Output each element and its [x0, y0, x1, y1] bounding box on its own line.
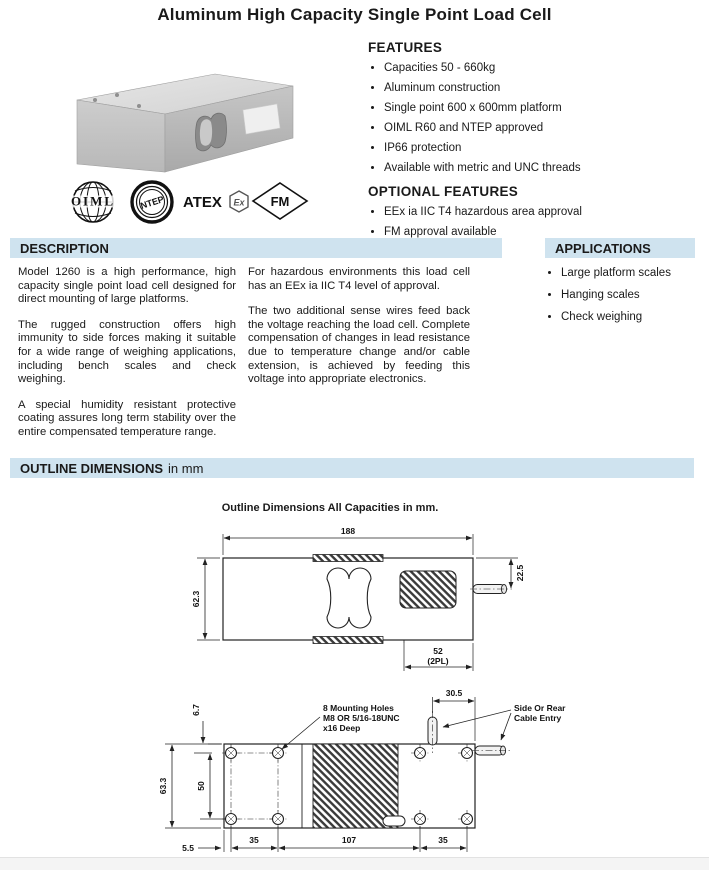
fm-text: FM	[270, 194, 290, 209]
page-bottom-edge	[0, 857, 709, 870]
dim-bottom-row	[182, 826, 467, 853]
svg-text:35: 35	[249, 835, 259, 845]
applications-heading: APPLICATIONS	[555, 240, 651, 256]
atex-ex-text: Ex	[233, 197, 245, 208]
dim-cable-offset	[476, 558, 525, 588]
page-title: Aluminum High Capacity Single Point Load Cell	[157, 5, 552, 24]
description-section-header	[10, 238, 502, 258]
svg-text:62.3: 62.3	[191, 590, 201, 608]
svg-text:5.5: 5.5	[182, 843, 194, 853]
list-item: • Capacities 50 - 660kg	[384, 58, 703, 78]
nameplate-hatch	[400, 571, 456, 608]
features-heading: FEATURES	[368, 40, 443, 55]
list-item: • Available with metric and UNC threads	[384, 158, 703, 178]
top-seal-hatch	[313, 555, 383, 562]
svg-text:107: 107	[341, 835, 357, 845]
binocular-cutout-outline	[327, 568, 371, 628]
svg-text:50: 50	[196, 781, 206, 791]
loadcell-body	[77, 74, 293, 172]
outline-dimension-drawing	[150, 521, 580, 863]
outline-dimensions-section-header	[10, 458, 694, 478]
list-item: • FM approval available	[384, 222, 703, 242]
svg-text:52: 52	[433, 646, 443, 656]
dim-body-width	[158, 744, 221, 828]
svg-text:6.7: 6.7	[191, 704, 201, 716]
svg-text:Side Or Rear: Side Or Rear	[514, 703, 566, 713]
binocular-cutout	[196, 113, 227, 151]
svg-text:35: 35	[438, 835, 448, 845]
optional-features-list	[368, 202, 703, 242]
svg-text:188: 188	[340, 526, 356, 536]
side-view	[191, 526, 525, 671]
list-item: • IP66 protection	[384, 138, 703, 158]
ntep-text: NTEP	[139, 194, 166, 211]
svg-text:8 Mounting Holes: 8 Mounting Holes	[323, 703, 394, 713]
paragraph: For hazardous environments this load cell has an EEx ia IIC T4 level of approval.	[248, 266, 470, 292]
oiml-logo-icon	[68, 178, 118, 226]
atex-logo-icon	[183, 178, 253, 226]
paragraph: The two additional sense wires feed back the voltage reaching the load cell. Complete compensation of changes in lead resistance due to temperature change and/or cable extension, is achieved by feeding this voltage into appropriate electronics.	[248, 305, 470, 386]
atex-text: ATEX	[183, 194, 222, 211]
dim-hole-row-spacing	[196, 754, 226, 819]
mounting-holes-label	[282, 703, 400, 749]
paragraph: The rugged construction offers high immunity to side forces making it suitable for a wide range of weighing applications, including bench scales and check weighing.	[18, 318, 236, 386]
oiml-text: OIML	[70, 193, 116, 209]
svg-text:30.5: 30.5	[445, 688, 463, 698]
dim-overall-length	[223, 526, 473, 555]
svg-text:22.5: 22.5	[515, 564, 525, 582]
description-heading: DESCRIPTION	[20, 240, 109, 256]
outline-heading-unit: in mm	[168, 460, 204, 476]
svg-text:x16 Deep: x16 Deep	[323, 723, 361, 733]
optional-features-heading: OPTIONAL FEATURES	[368, 184, 519, 199]
dim-hole-row-offset	[191, 704, 222, 753]
list-item: • Single point 600 x 600mm platform	[384, 98, 703, 118]
outline-heading: OUTLINE DIMENSIONS	[20, 460, 164, 476]
description-column-1	[18, 266, 236, 452]
list-item: • OIML R60 and NTEP approved	[384, 118, 703, 138]
list-item: • Check weighing	[561, 306, 705, 328]
applications-section	[545, 262, 705, 328]
side-cable-plan	[472, 746, 510, 755]
fm-logo-icon	[250, 178, 310, 226]
applications-section-header	[545, 238, 695, 258]
svg-text:M8 OR 5/16-18UNC: M8 OR 5/16-18UNC	[323, 713, 400, 723]
description-column-2	[248, 266, 470, 399]
features-list	[368, 58, 703, 178]
dim-foot-length	[404, 643, 473, 671]
dim-body-height	[191, 558, 220, 640]
center-hatch	[313, 744, 398, 828]
list-item: • Hanging scales	[561, 284, 705, 306]
svg-text:Cable Entry: Cable Entry	[514, 713, 562, 723]
features-section	[368, 40, 703, 242]
cable-entry-label	[443, 703, 566, 740]
bottom-seal-hatch	[313, 637, 383, 644]
diagram-caption: Outline Dimensions All Capacities in mm.	[221, 502, 439, 514]
cable-tab	[383, 816, 405, 826]
plan-view	[158, 688, 566, 853]
list-item: • EEx ia IIC T4 hazardous area approval	[384, 202, 703, 222]
applications-list	[545, 262, 705, 328]
list-item: • Aluminum construction	[384, 78, 703, 98]
side-cable	[470, 585, 512, 594]
paragraph: A special humidity resistant protective coating assures long term stability over the entire compensated temperature range.	[18, 398, 236, 438]
product-photo	[65, 64, 300, 176]
dim-rear-cable-to-edge	[433, 688, 476, 741]
svg-text:(2PL): (2PL)	[427, 656, 449, 666]
ntep-logo-icon	[128, 178, 176, 226]
paragraph: Model 1260 is a high performance, high capacity single point load cell designed for direct mounting of large platforms.	[18, 266, 236, 306]
svg-text:63.3: 63.3	[158, 777, 168, 795]
list-item: • Large platform scales	[561, 262, 705, 284]
